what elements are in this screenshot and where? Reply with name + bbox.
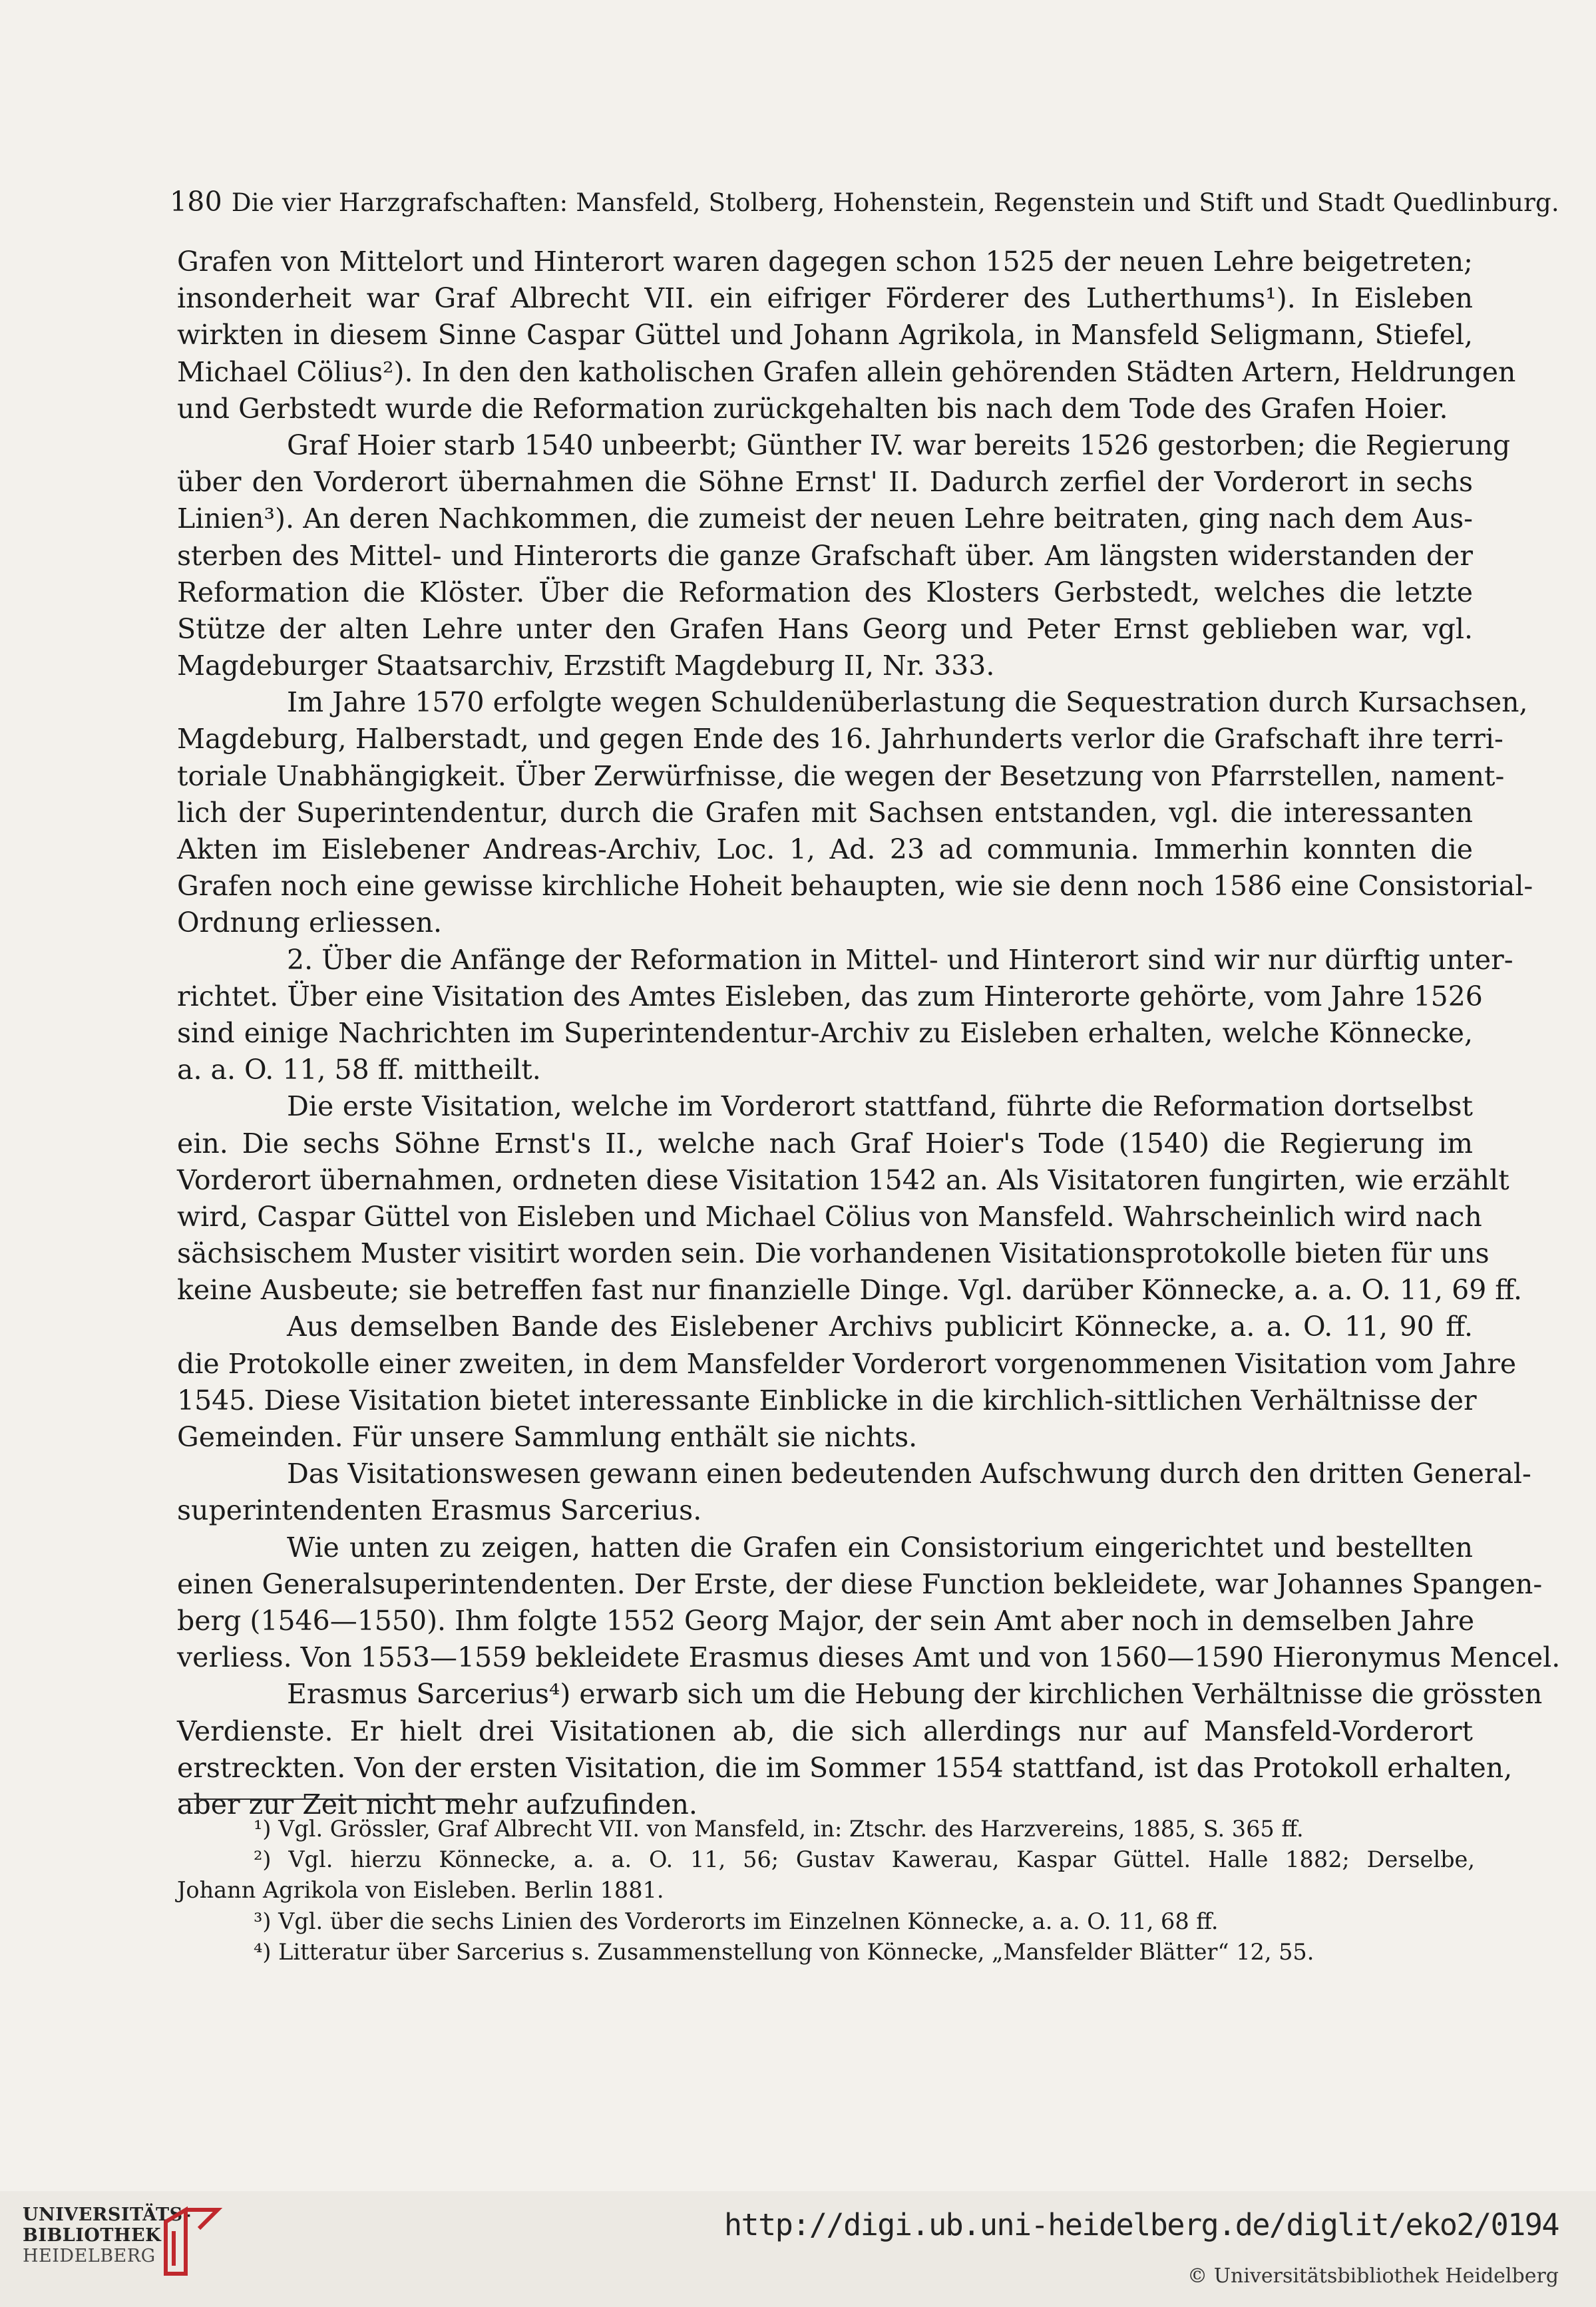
- text-line: über den Vorderort übernahmen die Söhne Ernst' II. Dadurch zerfiel der Vorderort in sechs: [177, 466, 1473, 499]
- library-emblem-icon: [159, 2202, 226, 2282]
- running-header: [170, 185, 1559, 220]
- text-line: Gemeinden. Für unsere Sammlung enthält sie nichts.: [177, 1421, 918, 1453]
- logo-line-3: HEIDELBERG: [23, 2246, 156, 2266]
- text-line: erstreckten. Von der ersten Visitation, die im Sommer 1554 stattfand, ist das Protokoll erhalten,: [177, 1751, 1513, 1784]
- text-line: superintendenten Erasmus Sarcerius.: [177, 1494, 702, 1527]
- footnote-separator: [178, 1798, 463, 1800]
- library-logo[interactable]: [23, 2204, 236, 2291]
- text-line: Ordnung erliessen.: [177, 907, 443, 939]
- text-line: toriale Unabhängigkeit. Über Zerwürfnisse, die wegen der Besetzung von Pfarrstellen, nament-: [177, 759, 1505, 792]
- page-number: 180: [170, 186, 222, 218]
- footnotes: [177, 1814, 1475, 1968]
- text-line: einen Generalsuperintendenten. Der Erste, der diese Function bekleidete, war Johannes Spangen-: [177, 1568, 1543, 1600]
- text-line: Im Jahre 1570 erfolgte wegen Schuldenüberlastung die Sequestration durch Kursachsen,: [287, 686, 1528, 719]
- text-line: Akten im Eislebener Andreas-Archiv, Loc. 1, Ad. 23 ad communia. Immerhin konnten die: [177, 833, 1473, 865]
- text-line: Vorderort übernahmen, ordneten diese Visitation 1542 an. Als Visitatoren fungirten, wie erzählt: [177, 1163, 1509, 1196]
- text-line: und Gerbstedt wurde die Reformation zurückgehalten bis nach dem Tode des Grafen Hoier.: [177, 392, 1448, 425]
- text-line: aber zur Zeit nicht mehr aufzufinden.: [177, 1788, 698, 1820]
- running-title: Die vier Harzgrafschaften: Mansfeld, Stolberg, Hohenstein, Regenstein und Stift und Stadt Quedlinburg.: [231, 188, 1559, 217]
- text-line: verliess. Von 1553—1559 bekleidete Erasmus dieses Amt und von 1560—1590 Hieronymus Mencel.: [177, 1641, 1561, 1674]
- text-line: Das Visitationswesen gewann einen bedeutenden Aufschwung durch den dritten General-: [287, 1458, 1531, 1490]
- text-line: sächsischem Muster visitirt worden sein. Die vorhandenen Visitationsprotokolle bieten für uns: [177, 1237, 1490, 1270]
- text-line: lich der Superintendentur, durch die Grafen mit Sachsen entstanden, vgl. die interessanten: [177, 796, 1473, 829]
- footnote-line: Johann Agrikola von Eisleben. Berlin 1881.: [177, 1877, 664, 1904]
- footnote-line: ⁴) Litteratur über Sarcerius s. Zusammenstellung von Könnecke, „Mansfelder Blätter“ 12, 55.: [254, 1938, 1314, 1965]
- text-line: Grafen von Mittelort und Hinterort waren dagegen schon 1525 der neuen Lehre beigetreten;: [177, 246, 1473, 278]
- footnote-line: ¹) Vgl. Grössler, Graf Albrecht VII. von Mansfeld, in: Ztschr. des Harzvereins, 1885, S. 365 ff.: [254, 1816, 1304, 1842]
- text-line: wird, Caspar Güttel von Eisleben und Michael Cölius von Mansfeld. Wahrscheinlich wird nach: [177, 1200, 1482, 1233]
- text-line: Stütze der alten Lehre unter den Grafen Hans Georg und Peter Ernst geblieben war, vgl.: [177, 612, 1473, 645]
- text-line: 1545. Diese Visitation bietet interessante Einblicke in die kirchlich-sittlichen Verhältnisse der: [177, 1384, 1477, 1416]
- text-line: Wie unten zu zeigen, hatten die Grafen ein Consistorium eingerichtet und bestellten: [287, 1531, 1473, 1564]
- text-line: Grafen noch eine gewisse kirchliche Hoheit behaupten, wie sie denn noch 1586 eine Consistorial-: [177, 870, 1533, 903]
- text-line: ein. Die sechs Söhne Ernst's II., welche nach Graf Hoier's Tode (1540) die Regierung im: [177, 1127, 1473, 1159]
- text-line: sterben des Mittel- und Hinterorts die ganze Grafschaft über. Am längsten widerstanden der: [177, 539, 1473, 572]
- text-line: Michael Cölius²). In den den katholischen Grafen allein gehörenden Städten Artern, Heldrungen: [177, 355, 1516, 388]
- body-text: [177, 244, 1561, 1823]
- text-line: insonderheit war Graf Albrecht VII. ein eifriger Förderer des Lutherthums¹). In Eisleben: [177, 282, 1473, 315]
- text-line: keine Ausbeute; sie betreffen fast nur finanzielle Dinge. Vgl. darüber Könnecke, a. a. O. 11, 69 ff.: [177, 1274, 1523, 1307]
- footnote-line: ²) Vgl. hierzu Könnecke, a. a. O. 11, 56; Gustav Kawerau, Kaspar Güttel. Halle 1882; Derselbe,: [254, 1846, 1475, 1873]
- copyright-notice: © Universitätsbibliothek Heidelberg: [1187, 2264, 1559, 2288]
- text-line: wirkten in diesem Sinne Caspar Güttel und Johann Agrikola, in Mansfeld Seligmann, Stiefel,: [177, 319, 1473, 351]
- text-line: a. a. O. 11, 58 ff. mittheilt.: [177, 1054, 541, 1086]
- text-line: Linien³). An deren Nachkommen, die zumeist der neuen Lehre beitraten, ging nach dem Aus-: [177, 503, 1473, 535]
- text-line: Magdeburg, Halberstadt, und gegen Ende des 16. Jahrhunderts verlor die Grafschaft ihre terri-: [177, 723, 1503, 755]
- text-line: Aus demselben Bande des Eislebener Archivs publicirt Könnecke, a. a. O. 11, 90 ff.: [287, 1311, 1473, 1343]
- text-line: Reformation die Klöster. Über die Reformation des Klosters Gerbstedt, welches die letzte: [177, 576, 1473, 608]
- text-line: sind einige Nachrichten im Superintendentur-Archiv zu Eisleben erhalten, welche Könnecke,: [177, 1016, 1473, 1049]
- text-line: 2. Über die Anfänge der Reformation in Mittel- und Hinterort sind wir nur dürftig unter-: [287, 943, 1513, 976]
- footnote-line: ³) Vgl. über die sechs Linien des Vorderorts im Einzelnen Könnecke, a. a. O. 11, 68 ff.: [254, 1908, 1219, 1934]
- text-line: die Protokolle einer zweiten, in dem Mansfelder Vorderort vorgenommenen Visitation vom Jahre: [177, 1347, 1517, 1380]
- text-line: Graf Hoier starb 1540 unbeerbt; Günther IV. war bereits 1526 gestorben; die Regierung: [287, 429, 1511, 461]
- logo-line-1: UNIVERSITÄTS-: [23, 2204, 192, 2225]
- text-line: richtet. Über eine Visitation des Amtes Eisleben, das zum Hinterorte gehörte, vom Jahre 1526: [177, 980, 1483, 1012]
- text-line: Verdienste. Er hielt drei Visitationen ab, die sich allerdings nur auf Mansfeld-Vorderort: [177, 1715, 1473, 1747]
- text-line: berg (1546—1550). Ihm folgte 1552 Georg Major, der sein Amt aber noch in demselben Jahre: [177, 1604, 1475, 1637]
- text-line: Magdeburger Staatsarchiv, Erzstift Magdeburg II, Nr. 333.: [177, 650, 995, 682]
- text-line: Erasmus Sarcerius⁴) erwarb sich um die Hebung der kirchlichen Verhältnisse die grössten: [287, 1678, 1543, 1711]
- text-line: Die erste Visitation, welche im Vorderort stattfand, führte die Reformation dortselbst: [287, 1090, 1473, 1123]
- logo-line-2: BIBLIOTHEK: [23, 2225, 162, 2246]
- source-url-link[interactable]: http://digi.ub.uni-heidelberg.de/diglit/eko2/0194: [723, 2207, 1559, 2242]
